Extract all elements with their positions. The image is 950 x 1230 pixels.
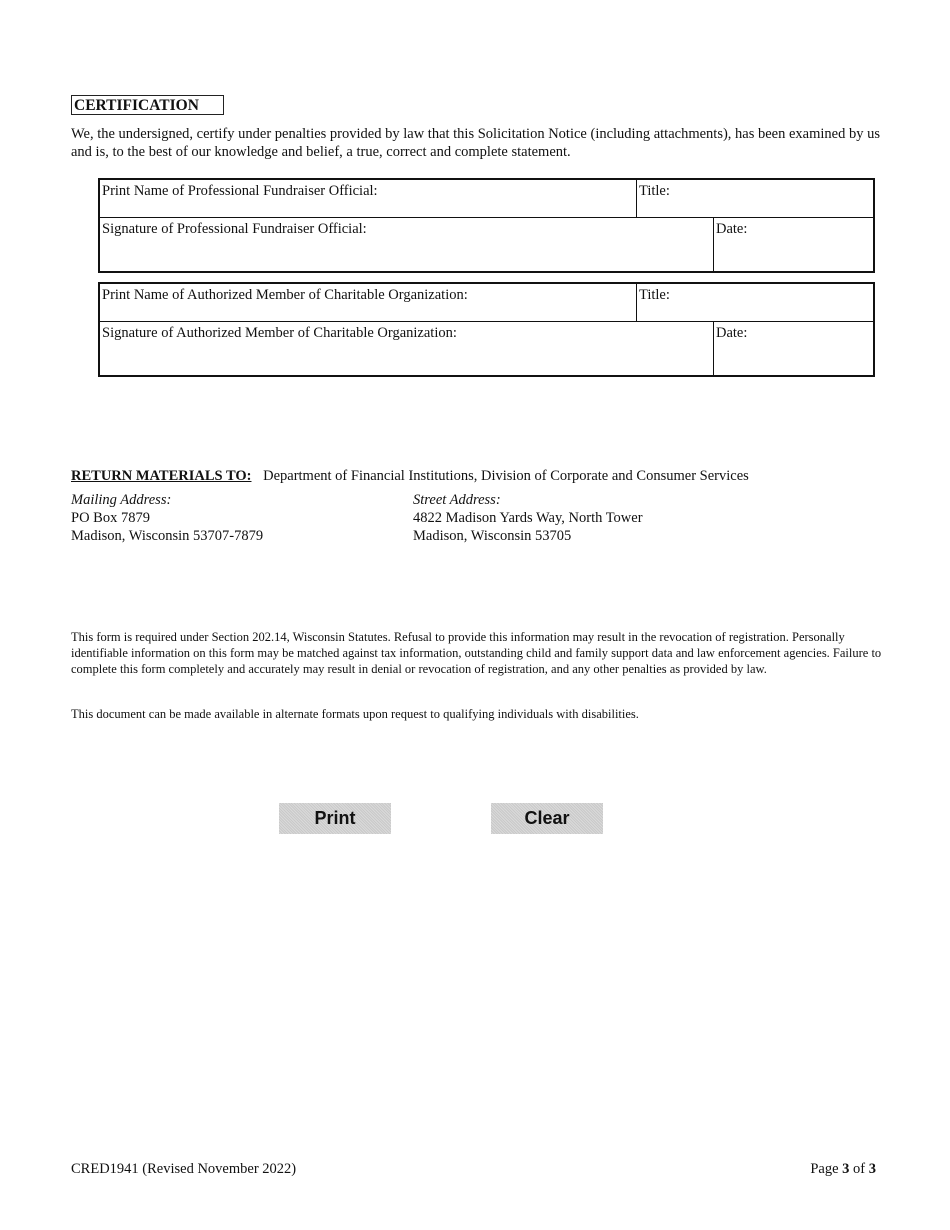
certification-statement: We, the undersigned, certify under penalties provided by law that this Solicitation Notice (including attachments), has been examined by us and is, to the best of our knowledge and belief, a true, correct and complete statement.: [71, 126, 880, 160]
page-number: [810, 1160, 876, 1178]
mailing-address-line2: Madison, Wisconsin 53707-7879: [71, 528, 264, 544]
clear-button[interactable]: Clear: [491, 803, 603, 834]
page-current: 3: [842, 1161, 850, 1177]
mailing-address-heading: Mailing Address:: [71, 492, 172, 508]
charity-print-name-field[interactable]: Print Name of Authorized Member of Charitable Organization:: [100, 284, 637, 321]
street-address-heading: Street Address:: [413, 492, 501, 508]
fundraiser-signature-row: [100, 218, 873, 271]
fundraiser-print-name-field[interactable]: Print Name of Professional Fundraiser Official:: [100, 180, 637, 217]
charity-title-field[interactable]: Title:: [639, 287, 670, 303]
mailing-address: [71, 491, 263, 545]
fundraiser-signature-field[interactable]: Signature of Professional Fundraiser Official:: [100, 218, 714, 271]
street-address-line2: Madison, Wisconsin 53705: [413, 528, 572, 544]
street-address-line1: 4822 Madison Yards Way, North Tower: [413, 510, 643, 526]
return-materials-label: RETURN MATERIALS TO:: [71, 468, 252, 484]
fundraiser-date-field[interactable]: Date:: [716, 221, 748, 237]
legal-notice: This form is required under Section 202.14, Wisconsin Statutes. Refusal to provide this information may result in the revocation of registration. Personally identifiable information on this form may be matched against tax information, outstanding child and family support data and law enforcement agencies. Failure to complete this form completely and accurately may result in denial or revocation of registration, and any other penalties as provided by law.: [71, 630, 882, 676]
fundraiser-title-field[interactable]: Title:: [639, 183, 670, 199]
charity-name-row: [100, 284, 873, 322]
charity-signature-field[interactable]: Signature of Authorized Member of Charitable Organization:: [100, 322, 714, 375]
certification-heading: CERTIFICATION: [71, 95, 224, 115]
page-total: 3: [868, 1161, 876, 1177]
charity-signature-table: [98, 282, 875, 377]
return-materials-recipient: Department of Financial Institutions, Division of Corporate and Consumer Services: [263, 468, 749, 484]
fundraiser-signature-table: [98, 178, 875, 273]
mailing-address-line1: PO Box 7879: [71, 510, 150, 526]
street-address: [413, 491, 643, 545]
page-prefix: Page: [810, 1161, 839, 1177]
return-materials-line: [71, 467, 749, 485]
fundraiser-name-row: [100, 180, 873, 218]
charity-signature-row: [100, 322, 873, 375]
page-of: of: [853, 1161, 866, 1177]
print-button[interactable]: Print: [279, 803, 391, 834]
charity-date-field[interactable]: Date:: [716, 325, 748, 341]
form-id: CRED1941 (Revised November 2022): [71, 1161, 297, 1177]
accessibility-notice: This document can be made available in alternate formats upon request to qualifying individuals with disabilities.: [71, 707, 639, 721]
